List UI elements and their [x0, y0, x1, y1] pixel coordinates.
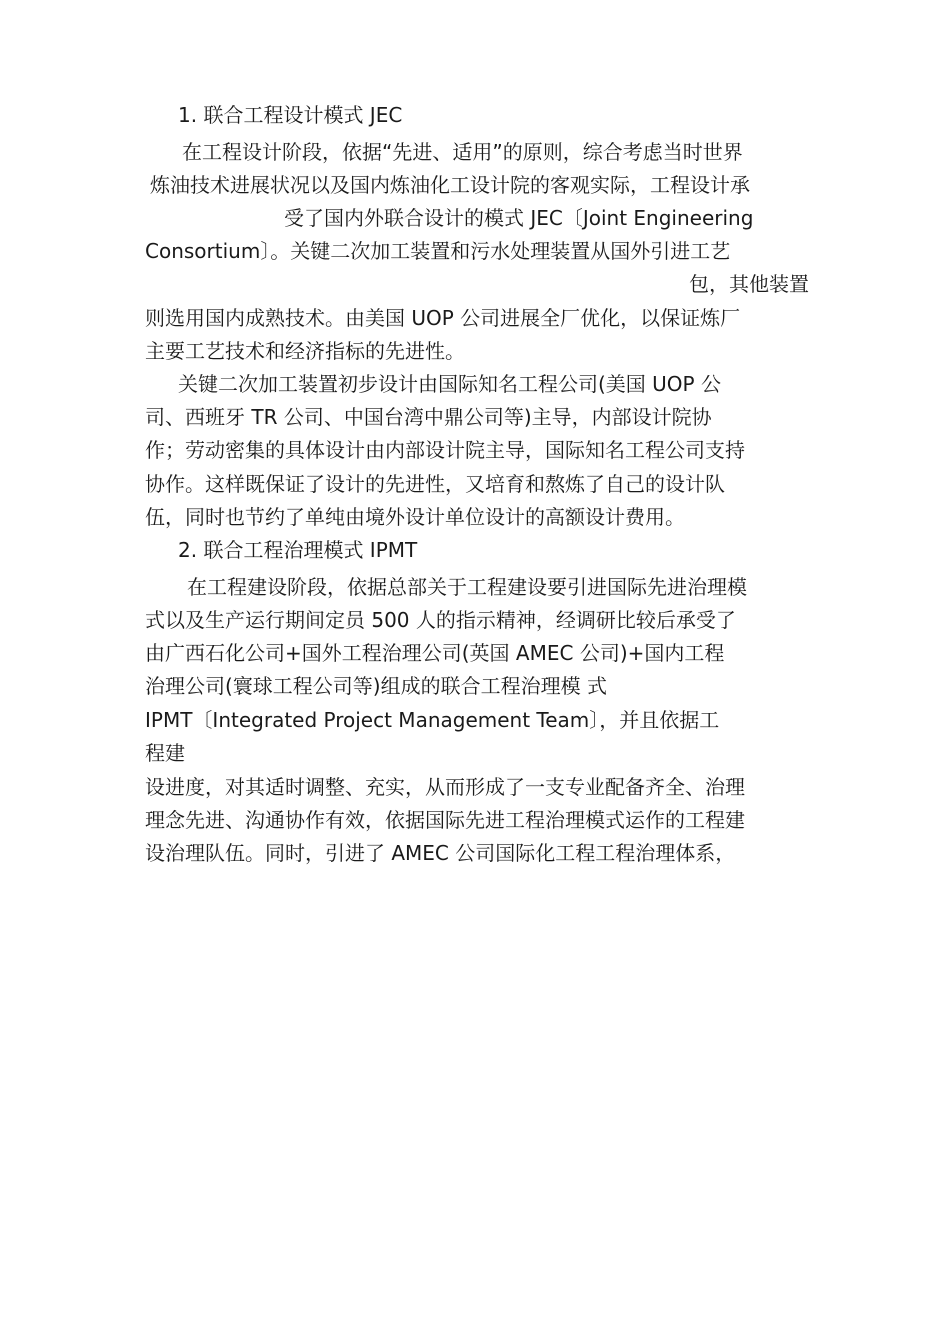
- paragraph-line: 协作。这样既保证了设计的先进性，又培育和熬炼了自己的设计队: [145, 472, 725, 496]
- section-heading-jec: 1. 联合工程设计模式 JEC: [178, 103, 403, 127]
- paragraph-line: 程建: [145, 741, 185, 765]
- paragraph-line: 包，其他装置: [689, 272, 809, 296]
- paragraph-line: 受了国内外联合设计的模式 JEC〔Joint Engineering: [284, 206, 754, 230]
- paragraph-line: 则选用国内成熟技术。由美国 UOP 公司进展全厂优化，以保证炼厂: [145, 306, 741, 330]
- paragraph-line: 设进度，对其适时调整、充实，从而形成了一支专业配备齐全、治理: [145, 775, 745, 799]
- paragraph-line: 作；劳动密集的具体设计由内部设计院主导，国际知名工程公司支持: [145, 438, 745, 462]
- paragraph-line: 式以及生产运行期间定员 500 人的指示精神，经调研比较后承受了: [145, 608, 736, 632]
- paragraph-line: 在工程设计阶段，依据“先进、适用”的原则，综合考虑当时世界: [182, 140, 743, 164]
- paragraph-line: 在工程建设阶段，依据总部关于工程建设要引进国际先进治理模: [187, 575, 747, 599]
- paragraph-line: 设治理队伍。同时，引进了 AMEC 公司国际化工程工程治理体系，: [145, 841, 736, 865]
- section-heading-ipmt: 2. 联合工程治理模式 IPMT: [178, 538, 418, 562]
- paragraph-line: 治理公司(寰球工程公司等)组成的联合工程治理模 式: [145, 674, 607, 698]
- paragraph-line: Consortium〕。关键二次加工装置和污水处理装置从国外引进工艺: [145, 239, 731, 263]
- paragraph-line: 由广西石化公司+国外工程治理公司(英国 AMEC 公司)+国内工程: [145, 641, 725, 665]
- paragraph-line: 关键二次加工装置初步设计由国际知名工程公司(美国 UOP 公: [178, 372, 721, 396]
- paragraph-line: 伍，同时也节约了单纯由境外设计单位设计的高额设计费用。: [145, 505, 685, 529]
- paragraph-line: 理念先进、沟通协作有效，依据国际先进工程治理模式运作的工程建: [145, 808, 745, 832]
- paragraph-line: IPMT〔Integrated Project Management Team〕，并且依据工: [145, 708, 720, 732]
- paragraph-line: 主要工艺技术和经济指标的先进性。: [145, 339, 465, 363]
- paragraph-line: 炼油技术进展状况以及国内炼油化工设计院的客观实际，工程设计承: [150, 173, 750, 197]
- paragraph-line: 司、西班牙 TR 公司、中国台湾中鼎公司等)主导，内部设计院协: [145, 405, 712, 429]
